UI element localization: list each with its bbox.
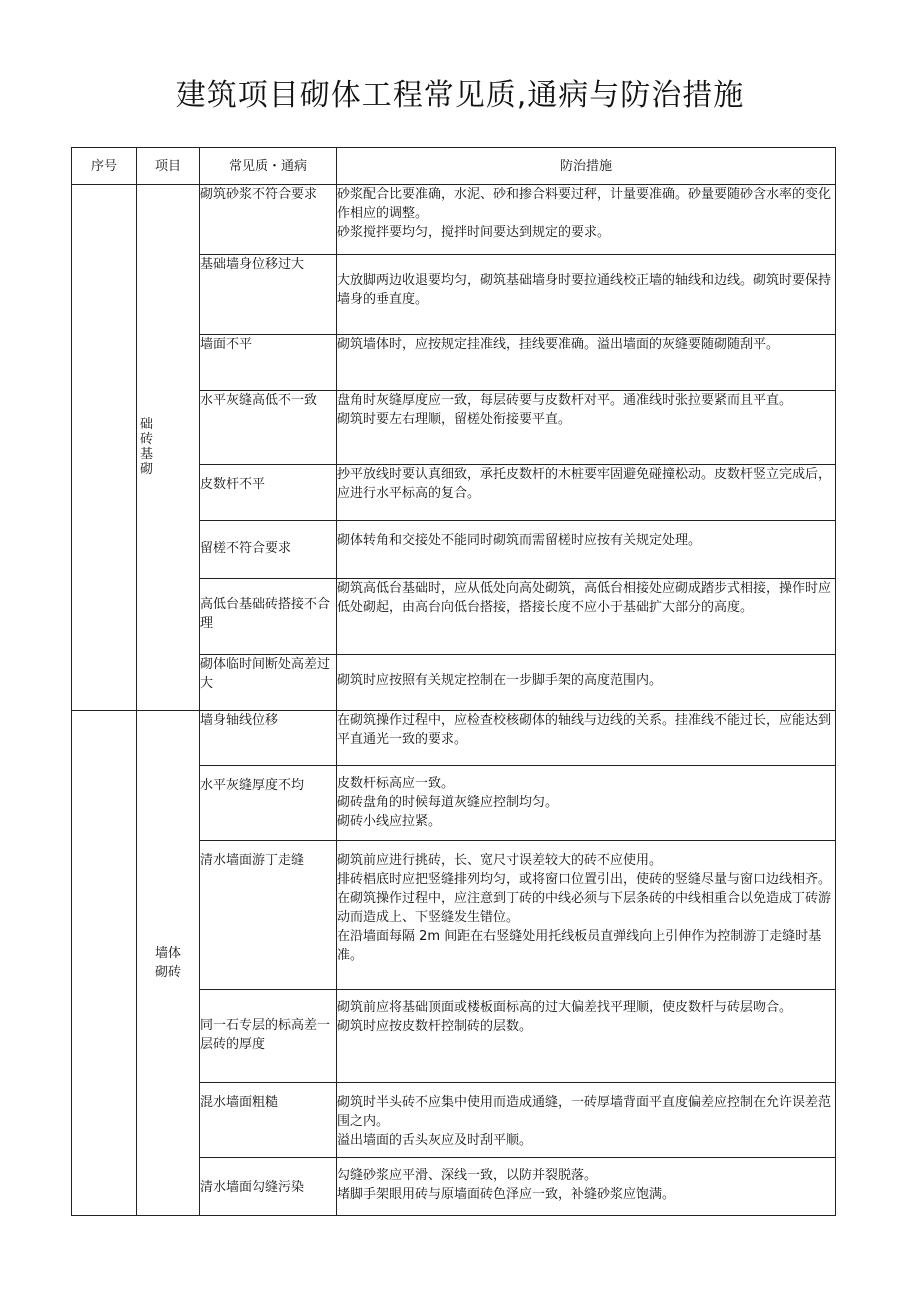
measures-cell [337,335,836,391]
measures-cell [337,766,836,841]
issue-cell: 同一石专层的标高差一层砖的厚度 [200,990,337,1083]
issue-cell: 清水墙面游丁走缝 [200,841,337,990]
measures-cell [337,521,836,579]
measure-line: 砌筑前应进行挑砖，长、宽尺寸误差较大的砖不应使用。 [337,853,663,868]
measures-cell [337,185,836,255]
measure-line: 堵脚手架眼用砖与原墙面砖色泽应一致，补缝砂浆应饱满。 [337,1187,676,1202]
section-project-label: 墙体砌砖 [154,946,181,980]
measure-line: 砂浆配合比要准确，水泥、砂和掺合料要过秤，计量要准确。砂量要随砂含水率的变化作相应的调整。 [337,187,832,221]
issue-cell: 墙身轴线位移 [200,711,337,766]
section-seq [72,711,137,1216]
issue-cell: 砌体临时间断处高差过大 [200,655,337,711]
measure-line: 皮数杆标高应一致。 [337,776,455,791]
table-header-row [72,148,836,185]
measures-cell [337,391,836,465]
document-title: 建筑项目砌体工程常见质,通病与防治措施 [175,78,745,113]
header-seq: 序号 [72,148,137,185]
measure-line: 盘角时灰缝厚度应一致，每层砖要与皮数杆对平。通准线时张拉要紧而且平直。 [337,393,793,408]
header-issue: 常见质・通病 [200,148,337,185]
measure-line: 砌筑高低台基础时，应从低处向高处砌筑，高低台相接处应砌成踏步式相接，操作时应低处砌起，由高台向低台搭接，搭接长度不应小于基础扩大部分的高度。 [337,581,832,615]
header-measures: 防治措施 [337,148,836,185]
issue-cell: 混水墙面粗糙 [200,1083,337,1158]
header-project: 项目 [137,148,200,185]
issue-cell: 水平灰缝高低不一致 [200,391,337,465]
measure-line: 砌筑时要左右理顺，留槎处衔接要平直。 [337,412,572,427]
measure-line: 在砌筑操作过程中，应注意到丁砖的中线必须与下层条砖的中线相重合以免造成丁砖游动而造成上、下竖缝发生错位。 [337,891,832,925]
measure-line: 勾缝砂浆应平滑、深线一致，以防并裂脱落。 [337,1168,598,1183]
measures-cell [337,255,836,335]
issue-cell: 基础墙身位移过大 [200,255,337,335]
measures-cell [337,1158,836,1216]
section-seq [72,185,137,711]
issue-cell: 高低台基础砖搭接不合理 [200,579,337,655]
measures-cell [337,841,836,990]
measures-cell [337,711,836,766]
measure-line: 砌筑时半头砖不应集中使用而造成通缝，一砖厚墙背面平直度偏差应控制在允许误差范围之内。 [337,1095,832,1129]
measure-line: 砌体转角和交接处不能同时砌筑而需留槎时应按有关规定处理。 [337,533,702,548]
issue-cell: 水平灰缝厚度不均 [200,766,337,841]
measure-line: 溢出墙面的舌头灰应及时刮平顺。 [337,1133,533,1148]
measures-cell [337,655,836,711]
measure-line: 砌砖小线应拉紧。 [337,814,442,829]
table-row [72,711,836,766]
measure-line: 在沿墙面每隔 2m 间距在右竖缝处用托线板员直弹线向上引伸作为控制游丁走缝时基准。 [337,929,822,963]
table-row [72,185,836,255]
measure-line: 砌筑墙体时，应按规定挂准线，挂线要准确。溢出墙面的灰缝要随砌随刮平。 [337,337,780,352]
measure-line: 在砌筑操作过程中，应检查校核砌体的轴线与边线的关系。挂准线不能过长，应能达到平直通光一致的要求。 [337,713,832,747]
section-project [137,711,200,1216]
section-project [137,185,200,711]
measure-line: 抄平放线时要认真细致，承托皮数杆的木桩要牢固避免碰撞松动。皮数杆竖立完成后，应进行水平标高的复合。 [337,467,832,501]
section-project-label: 础砖基砌 [140,416,154,477]
measure-line: 砌筑时应按皮数杆控制砖的层数。 [337,1019,533,1034]
measure-line: 砌砖盘角的时候每道灰缝应控制均匀。 [337,795,559,810]
measure-line: 砂浆搅拌要均匀，搅拌时间要达到规定的要求。 [337,225,611,240]
measure-line: 排砖椙底时应把竖缝排列均匀，或将窗口位置引出，使砖的竖缝尽量与窗口边线相齐。 [337,872,832,887]
measures-cell [337,1083,836,1158]
issue-cell: 皮数杆不平 [200,465,337,521]
issue-cell: 清水墙面勾缝污染 [200,1158,337,1216]
measure-line: 大放脚两边收退要均匀，砌筑基础墙身时要拉通线校正墙的轴线和边线。砌筑时要保持墙身的垂直度。 [337,273,832,307]
issue-cell: 留槎不符合要求 [200,521,337,579]
measure-line: 砌筑时应按照有关规定控制在一步脚手架的高度范围内。 [337,673,663,688]
measures-cell [337,579,836,655]
measures-cell [337,465,836,521]
measures-cell [337,990,836,1083]
issue-cell: 墙面不平 [200,335,337,391]
issue-cell: 砌筑砂浆不符合要求 [200,185,337,255]
quality-defects-table [71,147,836,1216]
measure-line: 砌筑前应将基础顶面或楼板面标高的过大偏差找平理顺，使皮数杆与砖层吻合。 [337,1000,793,1015]
